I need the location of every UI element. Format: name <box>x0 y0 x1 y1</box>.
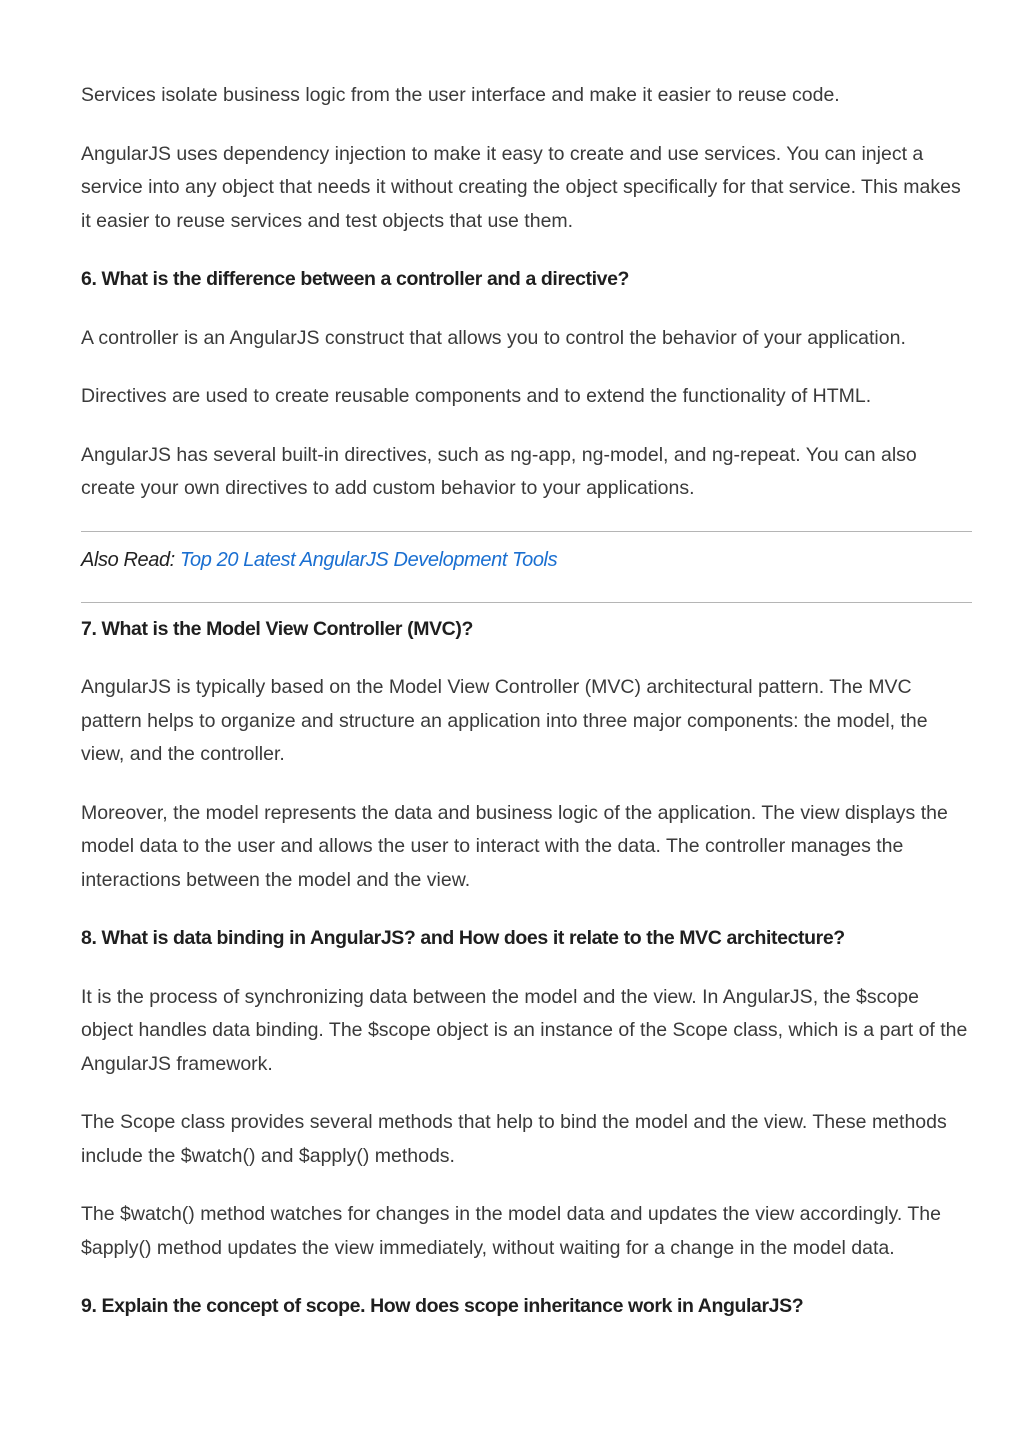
also-read-box <box>81 542 972 578</box>
heading-question-6: 6. What is the difference between a controller and a directive? <box>81 268 630 290</box>
paragraph-data-binding: It is the process of synchronizing data between the model and the view. In AngularJS, the $scope object handles data binding. The $scope object is an instance of the Scope class, which is a part of the AngularJS framework. <box>81 985 968 1075</box>
paragraph-built-in-directives: AngularJS has several built-in directives, such as ng-app, ng-model, and ng-repeat. You can also create your own directives to add custom behavior to your applications. <box>81 443 917 499</box>
paragraph-mvc-pattern: AngularJS is typically based on the Model View Controller (MVC) architectural pattern. The MVC pattern helps to organize and structure an application into three major components: the model, the view, and the controller. <box>81 676 928 765</box>
article-body <box>81 79 972 1349</box>
also-read-label: Also Read: <box>81 548 175 571</box>
paragraph-controller: A controller is an AngularJS construct that allows you to control the behavior of your application. <box>81 326 906 349</box>
divider-bottom <box>81 602 972 603</box>
paragraph-scope-methods: The Scope class provides several methods that help to bind the model and the view. These methods include the $watch() and $apply() methods. <box>81 1111 947 1167</box>
also-read-link[interactable]: Top 20 Latest AngularJS Development Tools <box>180 548 558 571</box>
paragraph-services-isolate: Services isolate business logic from the user interface and make it easier to reuse code. <box>81 84 840 106</box>
heading-question-8: 8. What is data binding in AngularJS? and How does it relate to the MVC architecture? <box>81 927 845 949</box>
heading-question-9: 9. Explain the concept of scope. How does scope inheritance work in AngularJS? <box>81 1295 804 1317</box>
heading-question-7: 7. What is the Model View Controller (MVC)? <box>81 617 473 640</box>
paragraph-directives: Directives are used to create reusable components and to extend the functionality of HTML. <box>81 385 872 407</box>
paragraph-dependency-injection: AngularJS uses dependency injection to make it easy to create and use services. You can inject a service into any object that needs it without creating the object specifically for that service. This makes it easier to reuse services and test objects that use them. <box>81 142 961 232</box>
paragraph-model-view: Moreover, the model represents the data and business logic of the application. The view displays the model data to the user and allows the user to interact with the data. The controller manages the interactions between the model and the view. <box>81 801 948 891</box>
divider-top <box>81 531 972 532</box>
paragraph-watch-apply: The $watch() method watches for changes in the model data and updates the view accordingly. The $apply() method updates the view immediately, without waiting for a change in the model data. <box>81 1203 941 1259</box>
